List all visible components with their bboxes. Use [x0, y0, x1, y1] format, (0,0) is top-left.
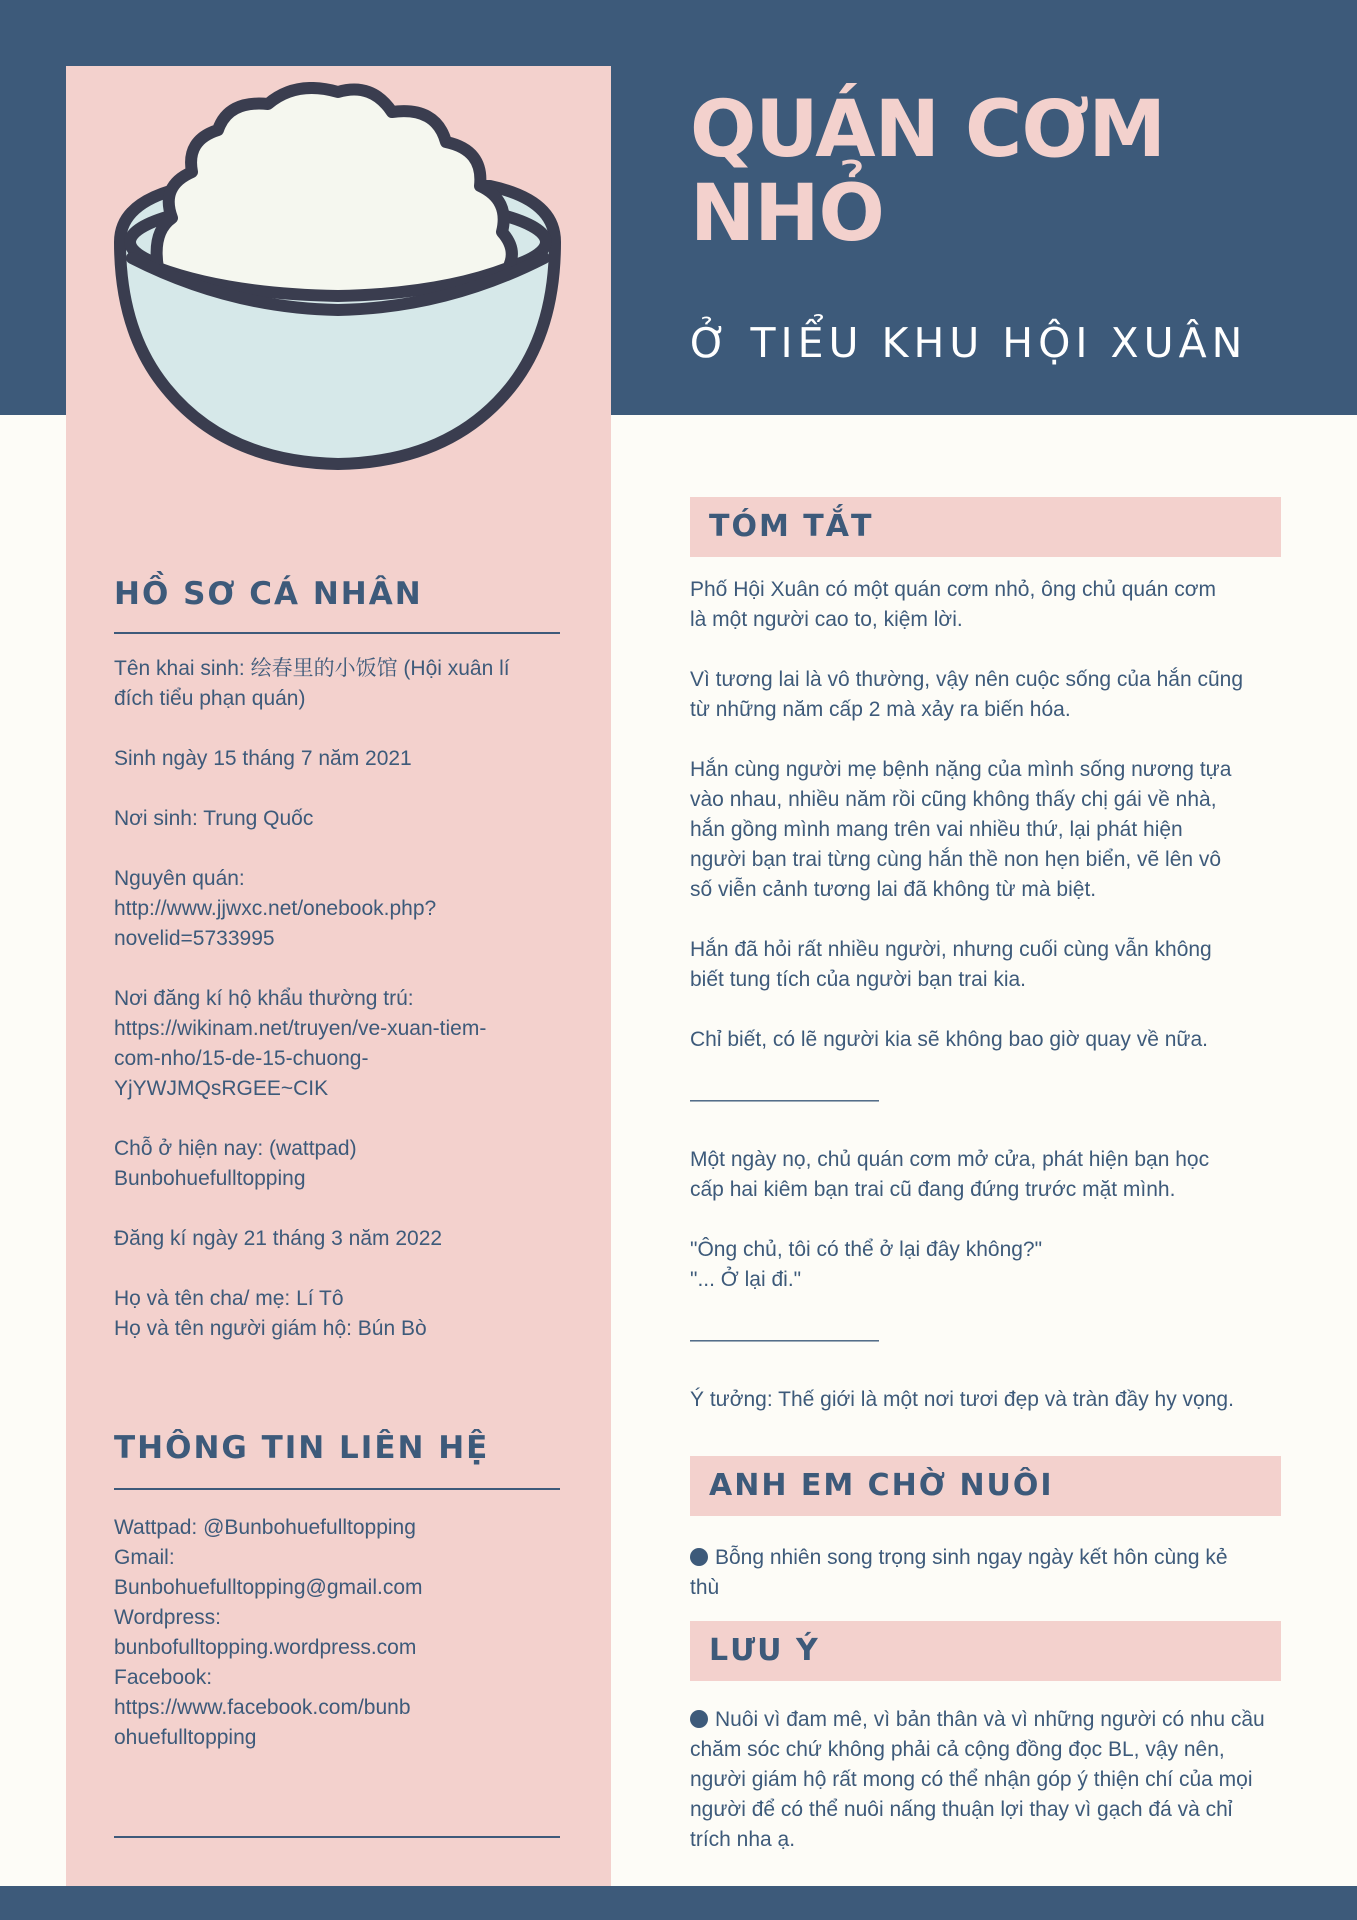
summary-text [690, 575, 1290, 1415]
siblings-heading-bar [690, 1456, 1281, 1516]
page-title [690, 85, 1310, 259]
contact-link[interactable]: bunbofulltopping.wordpress.com [114, 1636, 417, 1659]
summary-paragraph: Phố Hội Xuân có một quán cơm nhỏ, ông chủ quán cơm là một người cao to, kiệm lời. [690, 578, 1217, 631]
notes-heading-bar [690, 1621, 1281, 1681]
profile-item: Nguyên quán: http://www.jjwxc.net/onebook.php? novelid=5733995 [114, 867, 437, 950]
contact-email[interactable]: Bunbohuefulltopping@gmail.com [114, 1576, 423, 1599]
summary-separator: ————————— [690, 1328, 879, 1351]
summary-separator: ————————— [690, 1088, 879, 1111]
page-subtitle: Ở TIỂU KHU HỘI XUÂN [690, 319, 1248, 367]
contact-link[interactable]: https://www.facebook.com/bunb [114, 1696, 411, 1719]
profile-item: Nơi sinh: Trung Quốc [114, 807, 314, 830]
list-item: Bỗng nhiên song trọng sinh ngay ngày kết hôn cùng kẻ [690, 1543, 1290, 1573]
profile-item: Sinh ngày 15 tháng 7 năm 2021 [114, 747, 412, 770]
profile-heading: HỒ SƠ CÁ NHÂN [114, 576, 423, 612]
contact-line: Gmail: [114, 1546, 175, 1569]
profile-item: Chỗ ở hiện nay: (wattpad) Bunbohuefulltopping [114, 1137, 357, 1190]
profile-item: Đăng kí ngày 21 tháng 3 năm 2022 [114, 1227, 443, 1250]
title-line: NHỎ [690, 169, 884, 259]
summary-paragraph: Một ngày nọ, chủ quán cơm mở cửa, phát hiện bạn học cấp hai kiêm bạn trai cũ đang đứng trước mặt mình. [690, 1148, 1210, 1201]
contact-link[interactable]: ohuefulltopping [114, 1726, 257, 1749]
summary-paragraph: Hắn cùng người mẹ bệnh nặng của mình sống nương tựa vào nhau, nhiều năm rồi cũng không thấy chị gái về nhà, hắn gồng mình mang trên vai nhiều thứ, lại phát hiện người bạn trai từng cùng hắn thề non hẹn biển, vẽ lên vô số viễn cảnh tương lai đã không từ mà biệt. [690, 758, 1232, 901]
summary-paragraph: Hắn đã hỏi rất nhiều người, nhưng cuối cùng vẫn không biết tung tích của người bạn trai kia. [690, 938, 1212, 991]
list-item: Nuôi vì đam mê, vì bản thân và vì những người có nhu cầu [690, 1705, 1290, 1735]
footer-band [0, 1886, 1357, 1920]
summary-heading: TÓM TẮT [709, 509, 874, 544]
profile-item: Nơi đăng kí hộ khẩu thường trú: https://wikinam.net/truyen/ve-xuan-tiem- com-nho/15-de-15-chuong- YjYWJMQsRGEE~CIK [114, 987, 487, 1100]
contact-details [114, 1513, 564, 1753]
rice-bowl-icon [110, 82, 565, 482]
summary-heading-bar [690, 497, 1281, 557]
contact-divider [114, 1488, 560, 1490]
profile-item: Họ và tên cha/ mẹ: Lí Tô Họ và tên người giám hộ: Bún Bò [114, 1287, 427, 1340]
profile-divider [114, 632, 560, 634]
profile-details [114, 654, 564, 1344]
profile-item: Tên khai sinh: 绘春里的小饭馆 (Hội xuân lí đích tiểu phạn quán) [114, 657, 510, 710]
siblings-list: Bỗng nhiên song trọng sinh ngay ngày kết hôn cùng kẻ thù [690, 1543, 1290, 1603]
contact-heading: THÔNG TIN LIÊN HỆ [114, 1430, 490, 1466]
summary-paragraph: Chỉ biết, có lẽ người kia sẽ không bao giờ quay về nữa. [690, 1028, 1208, 1051]
contact-line: Wordpress: [114, 1606, 221, 1629]
sidebar-bottom-divider [114, 1836, 560, 1838]
notes-heading: LƯU Ý [709, 1633, 820, 1668]
notes-list: Nuôi vì đam mê, vì bản thân và vì những người có nhu cầu chăm sóc chứ không phải cả cộng đồng đọc BL, vậy nên, người giám hộ rất mong có thể nhận góp ý thiện chí của mọi người để có thể nuôi nấng thuận lợi thay vì gạch đá và chỉ trích nha ạ. [690, 1705, 1290, 1855]
summary-dialogue: "Ông chủ, tôi có thể ở lại đây không?" "... Ở lại đi." [690, 1238, 1043, 1291]
summary-paragraph: Vì tương lai là vô thường, vậy nên cuộc sống của hắn cũng từ những năm cấp 2 mà xảy ra biến hóa. [690, 668, 1243, 721]
bullet-icon [690, 1710, 708, 1728]
contact-line: Facebook: [114, 1666, 213, 1689]
summary-idea: Ý tưởng: Thế giới là một nơi tươi đẹp và tràn đầy hy vọng. [690, 1388, 1234, 1411]
siblings-heading: ANH EM CHỜ NUÔI [709, 1468, 1054, 1503]
contact-line: Wattpad: @Bunbohuefulltopping [114, 1516, 416, 1539]
title-line: QUÁN CƠM [690, 85, 1166, 175]
bullet-icon [690, 1548, 708, 1566]
